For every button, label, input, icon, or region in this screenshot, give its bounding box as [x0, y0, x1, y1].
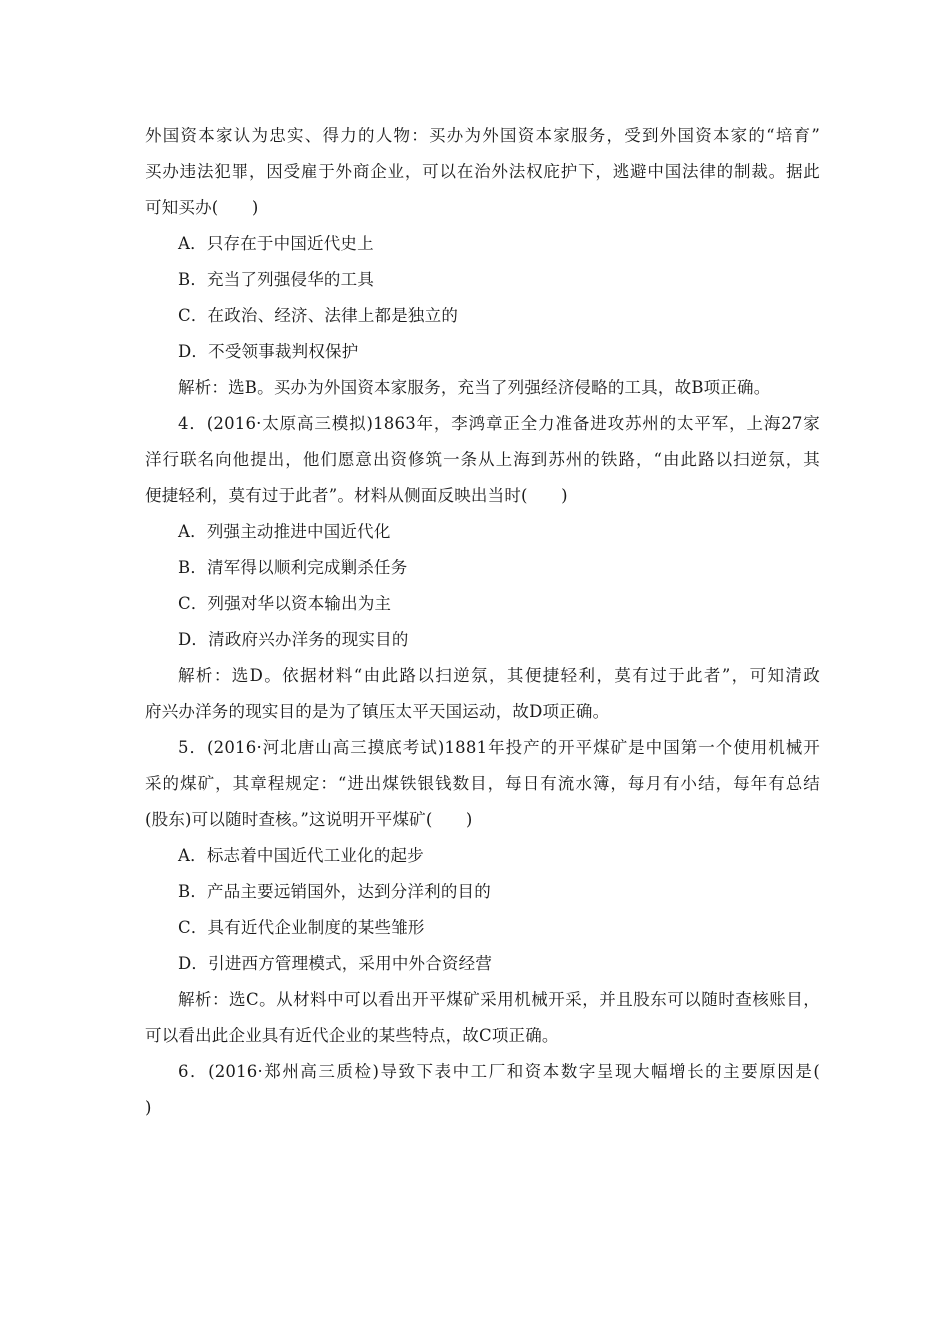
q5-analysis-line-2: 可以看出此企业具有近代企业的某些特点，故C项正确。 [145, 1026, 559, 1045]
q5-stem-line-2: 采的煤矿，其章程规定：“进出煤铁银钱数目，每日有流水簿，每月有小结，每年有总结 [145, 774, 820, 793]
question-5 [145, 730, 820, 1054]
q4-stem-line-2: 洋行联名向他提出，他们愿意出资修筑一条从上海到苏州的铁路，“由此路以扫逆氛，其 [145, 450, 820, 469]
q5-option-c: C．具有近代企业制度的某些雏形 [178, 918, 425, 937]
q3-stem-line-3: 可知买办( ) [145, 198, 259, 217]
document-page [145, 118, 820, 1126]
q3-option-b: B．充当了列强侵华的工具 [178, 270, 375, 289]
question-6 [145, 1054, 820, 1126]
q3-option-c: C．在政治、经济、法律上都是独立的 [178, 306, 459, 325]
q4-analysis-line-2: 府兴办洋务的现实目的是为了镇压太平天国运动，故D项正确。 [145, 702, 610, 721]
q6-stem-line-1: 6．(2016·郑州高三质检)导致下表中工厂和资本数字呈现大幅增长的主要原因是( [178, 1062, 820, 1081]
q3-stem-line-2: 买办违法犯罪，因受雇于外商企业，可以在治外法权庇护下，逃避中国法律的制裁。据此 [145, 162, 820, 181]
q5-option-a: A．标志着中国近代工业化的起步 [178, 846, 424, 865]
q4-analysis-line-1: 解析：选D。依据材料“由此路以扫逆氛，其便捷轻利，莫有过于此者”，可知清政 [178, 666, 820, 685]
q4-option-a: A．列强主动推进中国近代化 [178, 522, 391, 541]
q5-analysis-line-1: 解析：选C。从材料中可以看出开平煤矿采用机械开采，并且股东可以随时查核账目， [178, 990, 820, 1009]
q4-option-c: C．列强对华以资本输出为主 [178, 594, 392, 613]
q5-option-b: B．产品主要远销国外，达到分洋利的目的 [178, 882, 491, 901]
question-3 [145, 118, 820, 406]
q5-stem-line-1: 5．(2016·河北唐山高三摸底考试)1881年投产的开平煤矿是中国第一个使用机械开 [178, 738, 820, 757]
q3-option-a: A．只存在于中国近代史上 [178, 234, 374, 253]
q4-stem-line-1: 4．(2016·太原高三模拟)1863年，李鸿章正全力准备进攻苏州的太平军，上海27家 [178, 414, 820, 433]
q3-option-d: D．不受领事裁判权保护 [178, 342, 359, 361]
q4-option-d: D．清政府兴办洋务的现实目的 [178, 630, 409, 649]
question-4 [145, 406, 820, 730]
q5-stem-line-3: (股东)可以随时查核。”这说明开平煤矿( ) [145, 810, 473, 829]
q3-stem-line-1: 外国资本家认为忠实、得力的人物：买办为外国资本家服务，受到外国资本家的“培育” [145, 126, 820, 145]
q6-stem-line-2: ) [145, 1098, 152, 1117]
q4-stem-line-3: 便捷轻利，莫有过于此者”。材料从侧面反映出当时( ) [145, 486, 568, 505]
q3-analysis: 解析：选B。买办为外国资本家服务，充当了列强经济侵略的工具，故B项正确。 [178, 378, 771, 397]
q5-option-d: D．引进西方管理模式，采用中外合资经营 [178, 954, 493, 973]
q4-option-b: B．清军得以顺利完成剿杀任务 [178, 558, 408, 577]
